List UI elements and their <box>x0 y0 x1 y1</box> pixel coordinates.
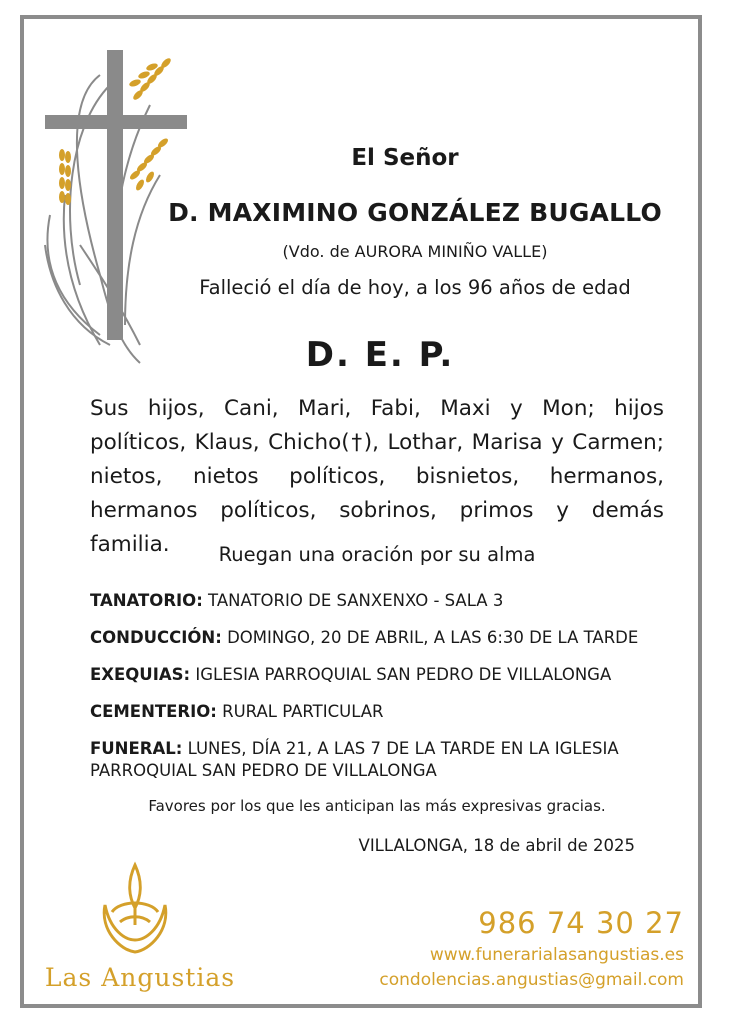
brand-name: Las Angustias <box>44 963 236 992</box>
detail-value: DOMINGO, 20 DE ABRIL, A LAS 6:30 DE LA TARDE <box>227 628 639 647</box>
title-senor: El Señor <box>351 145 459 171</box>
detail-row-tanatorio <box>90 590 650 612</box>
widow-of: (Vdo. de AURORA MINIÑO VALLE) <box>282 242 548 261</box>
dep-text: D. E. P. <box>305 335 455 375</box>
detail-value: TANATORIO DE SANXENXO - SALA 3 <box>208 591 504 610</box>
detail-label: TANATORIO: <box>90 591 203 610</box>
email-link[interactable]: condolencias.angustias@gmail.com <box>379 970 684 990</box>
detail-value: RURAL PARTICULAR <box>222 702 384 721</box>
place-date: VILLALONGA, 18 de abril de 2025 <box>358 836 635 855</box>
phone-number: 986 74 30 27 <box>478 906 684 940</box>
deceased-name: D. MAXIMINO GONZÁLEZ BUGALLO <box>168 198 662 227</box>
detail-label: CEMENTERIO: <box>90 702 217 721</box>
service-details <box>90 590 650 797</box>
thanks-text: Favores por los que les anticipan las más expresivas gracias. <box>148 797 606 815</box>
family-text: Sus hijos, Cani, Mari, Fabi, Maxi y Mon; hijos políticos, Klaus, Chicho(†), Lothar, Marisa y Carmen; nietos, nietos políticos, bisnietos, hermanos, hermanos políticos, sobrinos, primos y demás familia. <box>90 396 664 557</box>
detail-row-funeral <box>90 738 650 782</box>
detail-label: EXEQUIAS: <box>90 665 191 684</box>
detail-row-cementerio <box>90 701 650 723</box>
detail-row-exequias <box>90 664 650 686</box>
detail-value: LUNES, DÍA 21, A LAS 7 DE LA TARDE EN LA IGLESIA PARROQUIAL SAN PEDRO DE VILLALONGA <box>90 739 619 780</box>
passed-text: Falleció el día de hoy, a los 96 años de edad <box>199 276 631 299</box>
detail-row-conduccion <box>90 627 650 649</box>
detail-label: FUNERAL: <box>90 739 183 758</box>
website-link[interactable]: www.funerarialasangustias.es <box>429 945 684 965</box>
las-angustias-logo-icon <box>90 860 180 960</box>
prayer-text: Ruegan una oración por su alma <box>218 543 536 566</box>
detail-value: IGLESIA PARROQUIAL SAN PEDRO DE VILLALONGA <box>195 665 612 684</box>
detail-label: CONDUCCIÓN: <box>90 628 222 647</box>
